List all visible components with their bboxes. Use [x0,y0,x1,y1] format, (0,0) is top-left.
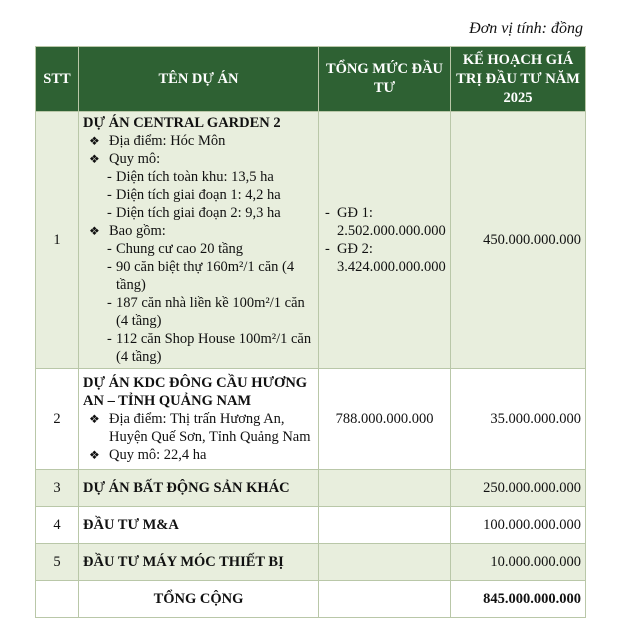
table-row [36,544,586,581]
header-stt: STT [36,47,79,112]
project-includes [87,222,314,366]
project-title: DỰ ÁN KDC ĐÔNG CẦU HƯƠNG AN – TỈNH QUẢNG NAM [83,375,308,409]
investment-plan-table [35,46,586,618]
project-title: ĐẦU TƯ MÁY MÓC THIẾT BỊ [79,544,319,581]
list-item: - Diện tích giai đoạn 2: 9,3 ha [107,204,314,222]
header-plan-2025: KẾ HOẠCH GIÁ TRỊ ĐẦU TƯ NĂM 2025 [451,47,586,112]
phase-item: - GĐ 2: 3.424.000.000.000 [325,240,446,276]
project-cell [79,369,319,470]
row-stt: 2 [36,369,79,470]
table-row [36,369,586,470]
total-stt [36,581,79,618]
list-item: - Diện tích giai đoạn 1: 4,2 ha [107,186,314,204]
phase-item: - GĐ 1: 2.502.000.000.000 [325,204,446,240]
table-row [36,470,586,507]
project-location: ❖ Địa điểm: Thị trấn Hương An, Huyện Quế Sơn, Tỉnh Quảng Nam [87,410,314,446]
phase-list [323,204,446,276]
project-location: ❖ Địa điểm: Hóc Môn [87,132,314,150]
plan-value: 100.000.000.000 [451,507,586,544]
list-item: - 90 căn biệt thự 160m²/1 căn (4 tầng) [107,258,314,294]
total-investment-value [319,581,451,618]
project-details [83,410,314,464]
total-investment-value [319,470,451,507]
total-row [36,581,586,618]
table-row [36,112,586,369]
list-item: - Diện tích toàn khu: 13,5 ha [107,168,314,186]
unit-note: Đơn vị tính: đồng [469,20,583,37]
includes-list [109,240,314,366]
project-scale [87,150,314,222]
list-item: - Chung cư cao 20 tầng [107,240,314,258]
total-investment-value [319,544,451,581]
list-item: - 187 căn nhà liền kề 100m²/1 căn (4 tầng) [107,294,314,330]
project-cell [79,112,319,369]
project-scale: ❖ Quy mô: 22,4 ha [87,446,314,464]
includes-label: ❖ Bao gồm: [109,223,166,239]
row-stt: 4 [36,507,79,544]
project-title: ĐẦU TƯ M&A [79,507,319,544]
header-total-investment: TỔNG MỨC ĐẦU TƯ [319,47,451,112]
row-stt: 3 [36,470,79,507]
scale-label: ❖ Quy mô: [109,151,161,167]
header-project-name: TÊN DỰ ÁN [79,47,319,112]
project-details [83,132,314,366]
total-investment-value [319,507,451,544]
project-title: DỰ ÁN BẤT ĐỘNG SẢN KHÁC [79,470,319,507]
total-investment-value: 788.000.000.000 [319,369,451,470]
list-item: - 112 căn Shop House 100m²/1 căn (4 tầng) [107,330,314,366]
plan-value: 10.000.000.000 [451,544,586,581]
total-investment-cell [319,112,451,369]
total-label: TỔNG CỘNG [79,581,319,618]
scale-list [109,168,314,222]
total-plan-value: 845.000.000.000 [451,581,586,618]
plan-value: 250.000.000.000 [451,470,586,507]
plan-value: 450.000.000.000 [451,112,586,369]
project-title: DỰ ÁN CENTRAL GARDEN 2 [83,115,281,131]
table-header-row [36,47,586,112]
table-row [36,507,586,544]
plan-value: 35.000.000.000 [451,369,586,470]
row-stt: 1 [36,112,79,369]
row-stt: 5 [36,544,79,581]
